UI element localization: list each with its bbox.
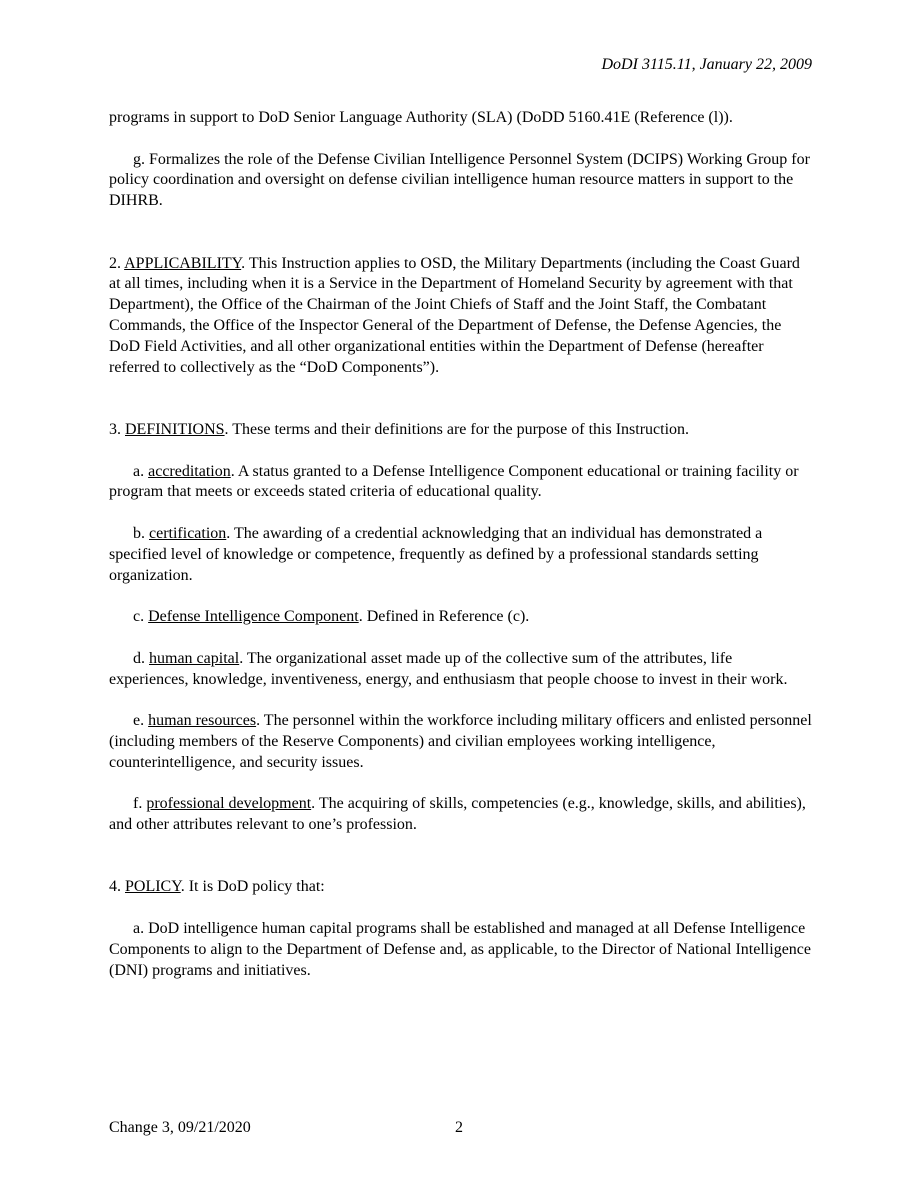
section-text: . It is DoD policy that: bbox=[180, 878, 325, 896]
definition-text: . A status granted to a Defense Intelligence Component educational or training facility or program that meets or exceeds stated criteria of educational quality. bbox=[109, 462, 799, 501]
section-number: 2. bbox=[109, 254, 125, 272]
definition-term: human resources bbox=[148, 712, 257, 730]
definition-text: . The acquiring of skills, competencies (e.g., knowledge, skills, and abilities), and other attributes relevant to one’s profession. bbox=[109, 795, 806, 834]
definition-label: f. bbox=[133, 795, 147, 813]
definition-text: . Defined in Reference (c). bbox=[358, 608, 530, 626]
definition-term: Defense Intelligence Component bbox=[148, 608, 359, 626]
definition-f bbox=[109, 794, 814, 836]
section-text: . These terms and their definitions are for the purpose of this Instruction. bbox=[224, 420, 690, 438]
definition-e bbox=[109, 711, 814, 773]
definition-label: b. bbox=[133, 524, 149, 542]
section-title-definitions: DEFINITIONS bbox=[125, 420, 225, 438]
document-body bbox=[109, 108, 814, 981]
page-number: 2 bbox=[455, 1119, 463, 1136]
definition-c bbox=[109, 607, 814, 628]
section-policy bbox=[109, 877, 814, 898]
section-definitions bbox=[109, 420, 814, 441]
definition-b bbox=[109, 524, 814, 586]
paragraph-continuation: programs in support to DoD Senior Language Authority (SLA) (DoDD 5160.41E (Reference (l)). bbox=[109, 109, 733, 126]
section-number: 3. bbox=[109, 420, 125, 438]
section-applicability bbox=[109, 254, 814, 379]
definition-term: professional development bbox=[146, 795, 312, 813]
policy-a: a. DoD intelligence human capital programs shall be established and managed at all Defense Intelligence Components to align to the Department of Defense and, as applicable, to the Director of National Intelligence (DNI) programs and initiatives. bbox=[109, 920, 811, 979]
section-title-policy: POLICY bbox=[125, 878, 181, 896]
definition-text: . The awarding of a credential acknowledging that an individual has demonstrated a specified level of knowledge or competence, frequently as defined by a professional standards setting organization. bbox=[109, 524, 763, 584]
section-title-applicability: APPLICABILITY bbox=[124, 254, 242, 272]
definition-label: c. bbox=[133, 608, 149, 626]
section-number: 4. bbox=[109, 878, 125, 896]
definition-term: certification bbox=[149, 524, 227, 542]
running-header: DoDI 3115.11, January 22, 2009 bbox=[601, 56, 812, 73]
definition-text: . The personnel within the workforce including military officers and enlisted personnel (including members of the Reserve Components) and civilian employees working intelligence, counterintelligence, and security issues. bbox=[109, 712, 812, 771]
paragraph-g: g. Formalizes the role of the Defense Civilian Intelligence Personnel System (DCIPS) Working Group for policy coordination and oversight on defense civilian intelligence human resource matters in support to the DIHRB. bbox=[109, 150, 810, 210]
definition-a bbox=[109, 462, 814, 504]
definition-label: a. bbox=[133, 462, 149, 480]
definition-label: e. bbox=[133, 712, 149, 730]
definition-term: accreditation bbox=[148, 462, 231, 480]
definition-label: d. bbox=[133, 649, 149, 667]
definition-text: . The organizational asset made up of the collective sum of the attributes, life experiences, knowledge, inventiveness, energy, and enthusiasm that people choose to invest in their work. bbox=[109, 649, 788, 688]
change-notice: Change 3, 09/21/2020 bbox=[109, 1119, 251, 1136]
section-text: . This Instruction applies to OSD, the Military Departments (including the Coast Guard at all times, including when it is a Service in the Department of Homeland Security by agreement with that Department), the Office of the Chairman of the Joint Chiefs of Staff and the Joint Staff, the Combatant Commands, the Office of the Inspector General of the Department of Defense, the Defense Agencies, the DoD Field Activities, and all other organizational entities within the Department of Defense (hereafter referred to collectively as the “DoD Components”). bbox=[109, 254, 800, 376]
definition-d bbox=[109, 649, 814, 691]
definition-term: human capital bbox=[149, 649, 240, 667]
